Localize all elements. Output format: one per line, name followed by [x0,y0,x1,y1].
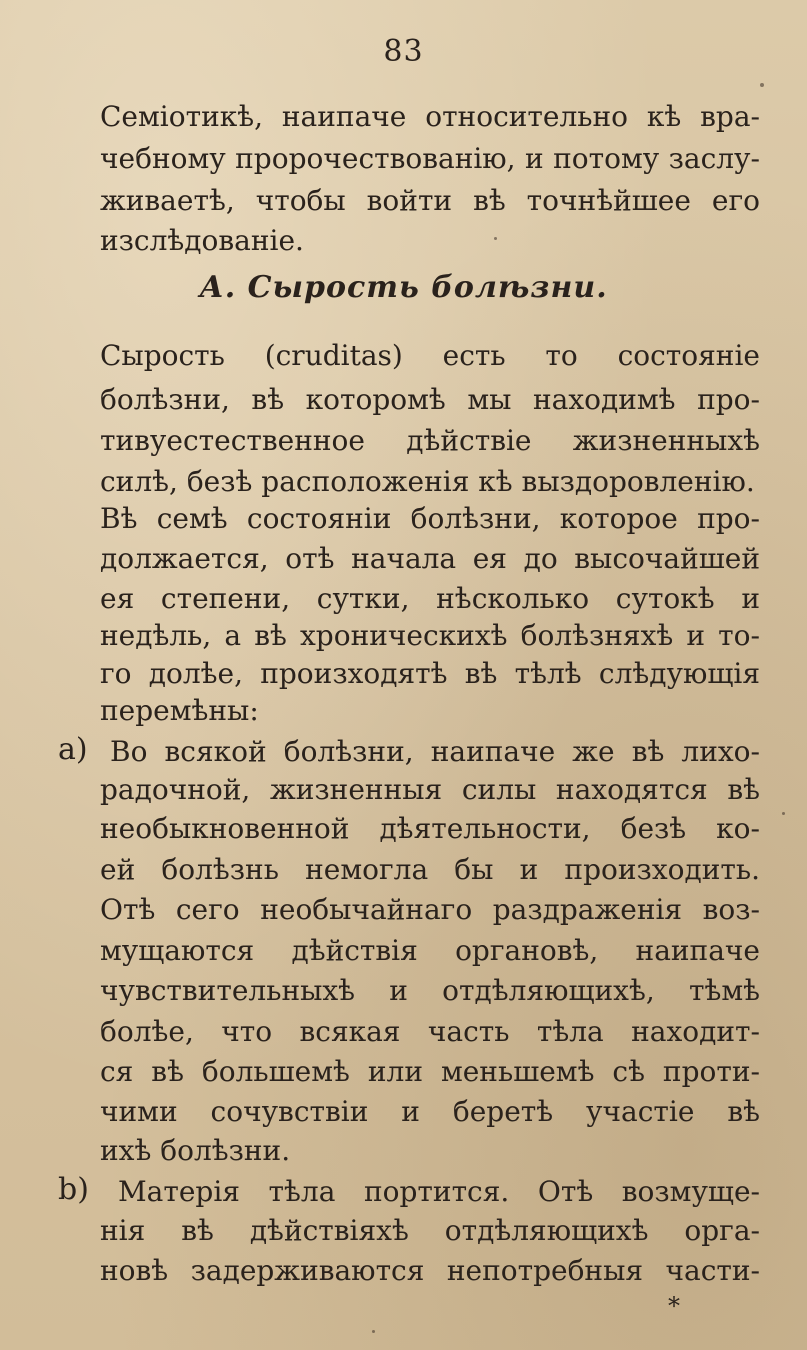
text-line: силѣ, безѣ расположенія кѣ выздоровленію. [100,465,755,498]
text-line: чебному пророчествованію, и потому заслу- [100,142,760,175]
list-item-line: чувствительныхѣ и отдѣляющихѣ, тѣмѣ [100,974,760,1007]
text-line: Сырость (cruditas) есть то состояніе [100,339,760,372]
list-item-line: мущаются дѣйствія органовѣ, наипаче [100,934,760,967]
list-item-line: Матерія тѣла портится. Отѣ возмуще- [118,1175,760,1208]
ink-speck [494,237,497,240]
list-item-line: чими сочувствіи и беретѣ участіе вѣ [100,1095,760,1128]
list-item-line: Отѣ сего необычайнаго раздраженія воз- [100,893,760,926]
list-item-line: ихѣ болѣзни. [100,1134,291,1167]
list-item-line: ся вѣ большемѣ или меньшемѣ сѣ проти- [100,1055,760,1088]
list-item-line: болѣе, что всякая часть тѣла находит- [100,1015,760,1048]
text-line: Семіотикѣ, наипаче относительно кѣ вра- [100,100,760,133]
list-item-line: нія вѣ дѣйствіяхѣ отдѣляющихѣ орга- [100,1214,760,1247]
text-line: должается, отѣ начала ея до высочайшей [100,542,760,575]
text-line: недѣль, а вѣ хроническихѣ болѣзняхѣ и то- [100,619,760,652]
list-item-line: новѣ задерживаются непотребныя части- [100,1254,760,1287]
text-line: болѣзни, вѣ которомѣ мы находимѣ про- [100,383,760,416]
ink-speck [782,812,785,815]
catchword: * [668,1292,680,1320]
page-number: 83 [383,34,424,69]
text-line: ея степени, сутки, нѣсколько сутокѣ и [100,582,760,615]
text-line: живаетѣ, чтобы войти вѣ точнѣйшее его [100,184,760,217]
text-line: перемѣны: [100,694,259,727]
text-line: го долѣе, произходятѣ вѣ тѣлѣ слѣдующія [100,657,760,690]
text-line: Вѣ семѣ состояніи болѣзни, которое про- [100,502,760,535]
ink-speck [372,1330,375,1333]
list-item-line: Во всякой болѣзни, наипаче же вѣ лихо- [110,735,760,768]
text-line: тивуестественное дѣйствіе жизненныхѣ [100,424,760,457]
list-item-line: необыкновенной дѣятельности, безѣ ко- [100,812,760,845]
section-heading: А. Сырость болѣзни. [199,270,608,305]
list-item-line: радочной, жизненныя силы находятся вѣ [100,773,760,806]
list-marker: b) [58,1172,89,1207]
list-item-line: ей болѣзнь немогла бы и произходить. [100,853,760,886]
ink-speck [760,83,764,87]
text-line: изслѣдованіе. [100,224,304,257]
list-marker: a) [58,732,88,767]
